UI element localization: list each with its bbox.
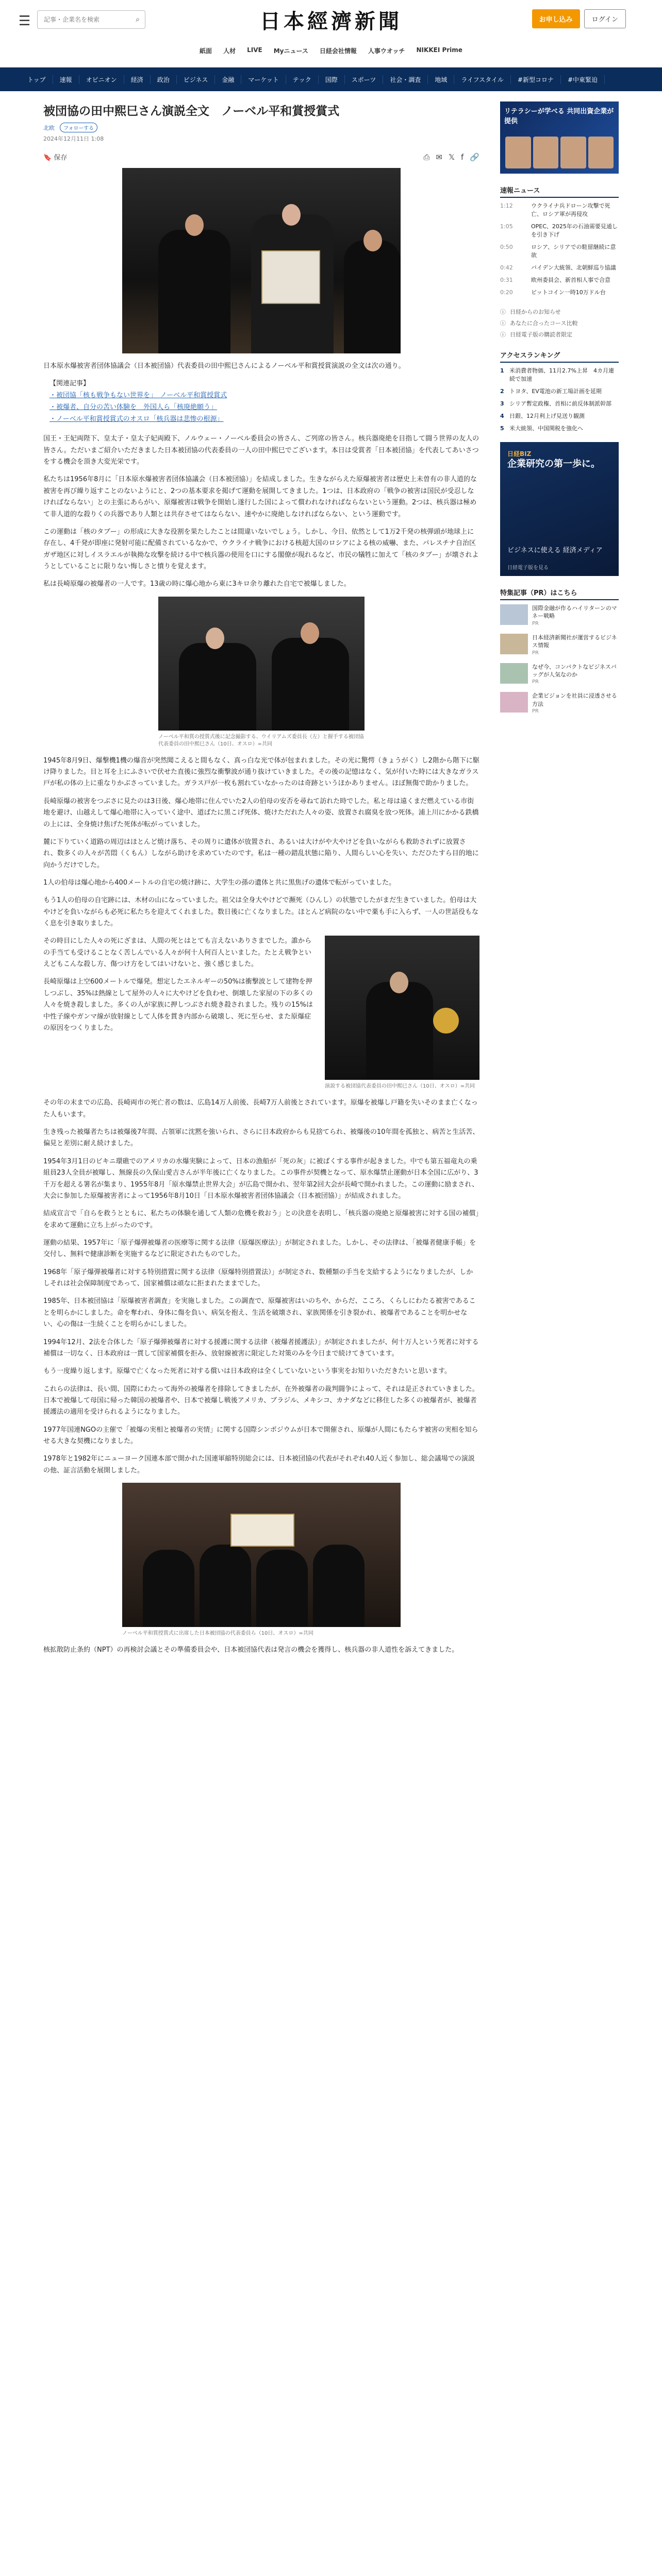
- photo-caption: ノーベル平和賞の授賞式後に記念撮影する、ウイリアムズ委員長（左）と握手する被団協代表委員の田中熙巳さん（10日、オスロ）=共同: [158, 734, 364, 747]
- link-icon[interactable]: 🔗: [470, 152, 479, 162]
- pr-thumbnail: [500, 634, 528, 654]
- follow-button[interactable]: フォローする: [60, 123, 97, 132]
- info-icon: ⓘ: [500, 309, 506, 316]
- info-icon: ⓘ: [500, 331, 506, 338]
- paragraph: 1968年「原子爆弾被爆者に対する特別措置に関する法律（原爆特別措置法）」が制定され、数種類の手当を支給するようになりましたが、しかしそれは社会保障制度であって、国家補償は頑なに拒まれたままでした。: [43, 1268, 473, 1288]
- nav-item[interactable]: オピニオン: [79, 75, 124, 84]
- notice-text: 日経からのお知らせ: [510, 309, 561, 316]
- flash-time: 1:05: [500, 223, 513, 230]
- rank-text: 米大統領、中国関税を強化へ: [509, 425, 583, 432]
- pr-title: 日本経済新聞社が運営するビジネス情報: [532, 634, 617, 649]
- paragraph: 生き残った被爆者たちは被爆後7年間、占領軍に沈黙を強いられ、さらに日本政府からも見捨てられ、被爆後の10年間を孤独と、病苦と生活苦、偏見と差別に耐え続けました。: [43, 1128, 479, 1148]
- related-heading: 【関連記事】: [49, 380, 90, 388]
- pr-sponsor: PR: [532, 679, 539, 685]
- nav-item[interactable]: スポーツ: [345, 75, 384, 84]
- rank-number: 1: [500, 367, 504, 375]
- rank-text: トヨタ、EV電池の新工場計画を延期: [509, 388, 602, 395]
- flash-news-heading: 速報ニュース: [500, 185, 619, 198]
- article-intro: 日本原水爆被害者団体協議会（日本被団協）代表委員の田中熙巳さんによるノーベル平和賞授賞演説の全文は次の通り。: [43, 362, 405, 370]
- nav-item[interactable]: 速報: [53, 75, 79, 84]
- site-logo[interactable]: 日本經濟新聞: [260, 9, 402, 33]
- paragraph: 結成宣言で「自らを救うとともに、私たちの体験を通して人類の危機を救おう」との決意を表明し、「核兵器の廃絶と原爆被害に対する国の補償」を求めて運動に立ち上がったのです。: [43, 1210, 479, 1229]
- ranking-item[interactable]: [500, 367, 619, 383]
- paragraph: これらの法律は、長い間、国際にわたって海外の被爆者を排除してきましたが、在外被爆者の裁判闘争によって、それは是正されていきました。日本で被爆して母国に帰った韓国の被爆者や、日本で被爆し戦後アメリカ、ブラジル、メキシコ、カナダなどに移住した多くの被爆者が、被爆者援護法の適用を受けられるようになりました。: [43, 1385, 479, 1416]
- pr-title: 国際金融が作るハイリターンのマネー戦略: [532, 605, 617, 620]
- rank-text: 米消費者物価、11月2.7%上昇 4カ月連続で加速: [509, 367, 614, 383]
- ad-title: リテラシーが学べる 共同出資企業が提供: [504, 108, 614, 125]
- x-share-icon[interactable]: 𝕏: [448, 152, 455, 162]
- pr-thumbnail: [500, 604, 528, 625]
- search-icon[interactable]: ⌕: [136, 15, 140, 24]
- flash-time: 0:50: [500, 243, 513, 250]
- rank-number: 5: [500, 425, 504, 432]
- subnav-item[interactable]: LIVE: [247, 46, 262, 54]
- paragraph: もう一度繰り返します。原爆で亡くなった死者に対する償いは日本政府は全くしていないという事実をお知りいただきたいと思います。: [43, 1367, 451, 1376]
- pr-item[interactable]: [500, 663, 619, 686]
- publish-date: 2024年12月11日 1:08: [43, 135, 104, 143]
- ad-headline: 企業研究の第一歩に。: [507, 459, 600, 470]
- nav-item[interactable]: ビジネス: [177, 75, 216, 84]
- subnav-item[interactable]: 日経会社情報: [319, 47, 357, 55]
- search-input[interactable]: [43, 15, 122, 24]
- nav-item[interactable]: 国際: [319, 75, 345, 84]
- flash-item[interactable]: [500, 276, 619, 284]
- flash-text: ウクライナ兵ドローン攻撃で死亡、ロシア軍が再侵攻: [531, 202, 610, 217]
- flash-text: バイデン大統領、北朝鮮巡り協議: [531, 264, 616, 271]
- ranking-item[interactable]: [500, 400, 619, 408]
- photo-caption: ノーベル平和賞授賞式に出席した日本被団協の代表委員ら（10日、オスロ）=共同: [122, 1631, 313, 1637]
- rank-number: 4: [500, 413, 504, 420]
- flash-text: OPEC、2025年の石油需要見通しを引き下げ: [531, 223, 618, 238]
- related-link[interactable]: ・被爆者、自分の苦い体験を 外国人ら「核廃絶願う」: [49, 403, 218, 411]
- flash-text: ビットコイン一時10万ドル台: [531, 289, 606, 296]
- paragraph: もう1人の伯母の自宅跡には、木材の山になっていました。祖父は全身大やけどで瀕死（ひんし）の状態でしたがまだ生きていました。伯母は大やけどを負いながらも必死に私たちを迎えてくれました。数日後に亡くなりました。ほとんど病院のない中で薬も手に入らず、一人の世話役もなく息を引き取りました。: [43, 896, 478, 928]
- related-articles: [43, 378, 479, 425]
- subnav-item[interactable]: 人事ウオッチ: [368, 47, 405, 55]
- pr-heading: 特集記事（PR）はこちら: [500, 587, 619, 600]
- nav-item[interactable]: #新型コロナ: [511, 75, 561, 84]
- pr-item[interactable]: [500, 634, 619, 657]
- paragraph: 核拡散防止条約（NPT）の再検討会議とその準備委員会や、日本被団協代表は発言の機会を獲得し、核兵器の非人道性を訴えてきました。: [43, 1646, 459, 1654]
- gift-icon[interactable]: ✉: [436, 152, 442, 162]
- subnav-item[interactable]: 紙面: [200, 47, 212, 55]
- ranking-heading: アクセスランキング: [500, 350, 619, 363]
- article-title: 被団協の田中熙巳さん演説全文 ノーベル平和賞授賞式: [43, 105, 340, 118]
- flash-news: [500, 185, 619, 296]
- pr-title: なぜ今、コンパクトなビジネスバッグが人気なのか: [532, 663, 617, 679]
- topic-tag[interactable]: 北欧: [43, 124, 55, 131]
- save-label: 保存: [54, 154, 68, 162]
- flash-item[interactable]: [500, 243, 619, 260]
- paragraph: 1人の伯母は爆心地から400メートルの自宅の焼け跡に、大学生の孫の遺体と共に黒焦げの遺体で転がっていました。: [43, 878, 396, 887]
- access-ranking: [500, 350, 619, 433]
- subnav-item[interactable]: NIKKEI Prime: [416, 46, 462, 54]
- main-navigation: [0, 67, 662, 91]
- search-box[interactable]: [37, 10, 145, 29]
- pr-title: 企業ビジョンを社員に浸透させる方法: [532, 692, 617, 707]
- paragraph: 1954年3月1日のビキニ環礁でのアメリカの水爆実験によって、日本の漁船が「死の灰」に被ばくする事件が起きました。中でも第五福竜丸の乗組員23人全員が被曝し、無線長の久保山愛吉さんが半年後に亡くなりました。この事件が契機となって、原水爆禁止運動が日本全国に広がり、3千万を超える署名が集まり、1955年8月「原水爆禁止世界大会」が広島で開かれ、翌年第2回大会が長崎で開かれました。この運動に励まされ、大会に参加した原爆被害者によって1956年8月10日「日本原水爆被害者団体協議会（日本被団協）」が結成されました。: [43, 1157, 479, 1200]
- nav-item[interactable]: 地域: [428, 75, 454, 84]
- rank-number: 3: [500, 400, 504, 408]
- ad-brand: 日経BIZ: [507, 450, 532, 458]
- paragraph: 私たちは1956年8月に「日本原水爆被害者団体協議会（日本被団協）」を結成しました。生きながらえた原爆被害者は歴史上未曽有の非人道的な被害を再び繰り返すことのないようにと、2つの基本要求を掲げて運動を展開してきました。1つは、日本政府の「戦争の被害は国民が受忍しなければならない」との主張にあらがい、原爆被害は戦争を開始し遂行した国によって償われなければならないという運動。2つは、核兵器は極めて非人道的な殺りくの兵器であり人類とは共存させてはならない、速やかに廃絶しなければならない、という運動です。: [43, 476, 477, 518]
- article-photo-3: [325, 936, 479, 1080]
- article-photo-2: [158, 597, 365, 731]
- save-button[interactable]: [43, 152, 67, 162]
- print-icon[interactable]: ⎙: [423, 152, 430, 162]
- subnav-item[interactable]: 人材: [223, 47, 236, 55]
- paragraph: 1978年と1982年にニューヨーク国連本部で開かれた国連軍縮特別総会には、日本被団協の代表がそれぞれ40人近く参加し、総会議場での演説の他、証言活動を展開しました。: [43, 1455, 475, 1475]
- login-button[interactable]: ログイン: [584, 9, 626, 28]
- pr-sponsor: PR: [532, 650, 539, 656]
- paragraph: 1945年8月9日、爆撃機1機の爆音が突然聞こえると間もなく、真っ白な光で体が包まれました。その光に驚愕（きょうがく）し2階から階下に駆け降りました。目と耳を上にふさいで伏せた直後に強烈な衝撃波が通り抜けていきました。その後の記憶はなく、気が付いた時には大きなガラス戸が私の体の上に重なりかぶさっていました。ガラス戸が一枚も割れていなかったのは奇跡というほかありません。ほぼ無傷で助かりました。: [43, 756, 479, 788]
- paragraph: 麓に下りていく道路の周辺はほとんど焼け落ち、その周りに遺体が放置され、あるいは大けがや大やけどを負いながらも救助されずに放置され、数多くの人々が苦悶（くもん）しながら助けを求めていたのです。私は一種の錯乱状態に陥り、人間らしい心を失い、ただひたすら目的地に向かうだけでした。: [43, 838, 479, 869]
- sidebar: [500, 101, 619, 1662]
- ranking-item[interactable]: [500, 412, 619, 420]
- subnav-item[interactable]: Myニュース: [273, 47, 308, 55]
- paragraph: この運動は「核のタブー」の形成に大きな役割を果たしたことは間違いないでしょう。しかし、今日、依然として1万2千発の核弾頭が地球上に存在し、4千発が即座に発射可能に配備されているなかで、ウクライナ戦争における核超大国のロシアによる核の威嚇、また、パレスチナ自治区ガザ地区に対しイスラエルが執拗な攻撃を続ける中で核兵器の使用を口にする閣僚が現れるなど、市民の犠牲に加えて「核のタブー」が壊されようとしていることに限りない悔しさと憤りを覚えます。: [43, 528, 479, 570]
- subscribe-button[interactable]: お申し込み: [532, 9, 580, 28]
- pr-thumbnail: [500, 692, 528, 713]
- paragraph: その年の末までの広島、長崎両市の死亡者の数は、広島14万人前後、長崎7万人前後とされています。原爆を被爆し戸籍を失いそのまま亡くなった人もいます。: [43, 1099, 478, 1118]
- nav-item[interactable]: ライフスタイル: [454, 75, 511, 84]
- notice-item[interactable]: [500, 319, 619, 327]
- nav-item[interactable]: テック: [286, 75, 319, 84]
- sub-navigation: [0, 46, 662, 55]
- flash-time: 0:20: [500, 289, 513, 296]
- flash-text: ロシア、シリアでの駐留継続に意欲: [531, 243, 616, 259]
- flash-text: 欧州委員会、新首相人事で合意: [531, 276, 610, 283]
- pr-thumbnail: [500, 663, 528, 684]
- paragraph: 国王・王妃両陛下、皇太子・皇太子妃両殿下、ノルウェー・ノーベル委員会の皆さん、ご列席の皆さん。核兵器廃絶を目指して闘う世界の友人の皆さん。ただいまご紹介いただきました日本被団協の代表委員の一人の田中熙巳でございます。本日は受賞者「日本被団協」を代表してあいさつをする機会を頂き大変光栄です。: [43, 435, 479, 466]
- pr-sponsor: PR: [532, 708, 539, 715]
- nav-item[interactable]: #中東緊迫: [561, 75, 605, 84]
- paragraph: 1977年国連NGOの主催で「被爆の実相と被爆者の実情」に関する国際シンポジウムが日本で開催され、原爆が人間にもたらす被害の実相を知らせる大きな契機になりました。: [43, 1426, 478, 1446]
- notice-text: 日経電子版の購読者限定: [510, 331, 572, 338]
- paragraph: 運動の結果、1957年に「原子爆弾被爆者の医療等に関する法律（原爆医療法）」が制定されました。しかし、その法律は、「被爆者健康手帳」を交付し、無料で健康診断を実施するなどに限定されたものでした。: [43, 1239, 476, 1259]
- rank-text: シリア暫定政権、首相に前反体制派幹部: [509, 400, 611, 408]
- related-link[interactable]: ・ノーベル平和賞授賞式のオスロ「核兵器は悲惨の根源」: [49, 415, 224, 423]
- paragraph: 1994年12月、2法を合体した「原子爆弾被爆者に対する援護に関する法律（被爆者援護法）」が制定されましたが、何十万人という死者に対する補償は一切なく、日本政府は一貫して国家補償を拒み、放射線被害に限定した対策のみを今日まで続けてきています。: [43, 1338, 479, 1358]
- article-photo-4: [122, 1483, 401, 1627]
- sidebar-banner-ad[interactable]: [500, 442, 619, 576]
- paragraph: 1985年、日本被団協は「原爆被害者調査」を実施しました。この調査で、原爆被害はいのちや、からだ、こころ、くらしにわたる被害であることを明らかにしました。命を奪われ、身体に傷を負い、病気を抱え、生活を破壊され、家族関係を引き裂かれ、被爆者であることを明かせない、心の傷は一生続くことを明らかにしました。: [43, 1297, 476, 1329]
- notice-item[interactable]: [500, 330, 619, 338]
- bookmark-icon: 🔖: [43, 154, 52, 162]
- pr-item[interactable]: [500, 692, 619, 715]
- notice-text: あなたに合ったコース比較: [510, 320, 578, 327]
- info-icon: ⓘ: [500, 320, 506, 327]
- menu-icon[interactable]: ☰: [19, 13, 31, 29]
- photo-caption: 演説する被団協代表委員の田中熙巳さん（10日、オスロ）=共同: [325, 1083, 475, 1090]
- flash-time: 0:42: [500, 264, 513, 271]
- site-header: [0, 0, 662, 67]
- notices: [500, 308, 619, 338]
- paragraph: 長崎原爆は上空600メートルで爆発。想定したエネルギーの50%は衝撃波として建物を押しつぶし、35%は熱線として屋外の人々に大やけどを負わせ、倒壊した家屋の下の多くの人々を焼き殺しました。多くの人が家族に押しつぶされ焼き殺されました。残りの15%は中性子線やガンマ線が放射線として人体を貫き内部から破壊し、死に至らせ、また原爆症の原因をつくりました。: [43, 978, 313, 1032]
- related-link[interactable]: ・被団協「核も戦争もない世界を」 ノーベル平和賞授賞式: [49, 392, 227, 400]
- facebook-icon[interactable]: f: [461, 152, 464, 162]
- rank-number: 2: [500, 388, 504, 395]
- flash-time: 0:31: [500, 276, 513, 283]
- flash-item[interactable]: [500, 202, 619, 218]
- ranking-item[interactable]: [500, 387, 619, 396]
- notice-item[interactable]: [500, 308, 619, 316]
- ad-body: ビジネスに使える 経済メディア: [507, 546, 603, 554]
- paragraph: その時目にした人々の死にざまは、人間の死とはとても言えないありさまでした。誰からの手当ても受けることなく苦しんでいる人々が何十人何百人といました。たとえ戦争といえどもこんな殺し方、傷つけ方をしてはいけないと、強く感じました。: [43, 937, 312, 969]
- ranking-item[interactable]: [500, 425, 619, 433]
- flash-item[interactable]: [500, 264, 619, 272]
- rank-text: 日銀、12月利上げ見送り観測: [509, 413, 585, 420]
- article-photo-main: [122, 168, 401, 353]
- nav-item[interactable]: トップ: [21, 75, 53, 84]
- nav-item[interactable]: 経済: [124, 75, 151, 84]
- article: [43, 101, 479, 1662]
- ad-cta: 日経電子版を見る: [507, 565, 549, 571]
- nav-item[interactable]: 社会・調査: [383, 75, 428, 84]
- nav-item[interactable]: 政治: [151, 75, 177, 84]
- nav-item[interactable]: マーケット: [241, 75, 286, 84]
- pr-sponsor: PR: [532, 620, 539, 626]
- pr-item[interactable]: [500, 604, 619, 628]
- paragraph: 長崎原爆の被害をつぶさに見たのは3日後、爆心地帯に住んでいた2人の伯母の安否を尋ねて訪れた時でした。私と母は遠くまだ燃えている市街地を避け、山越えして爆心地帯に入っていく途中、道ばたに黒こげ死体、焼けただれた人々の姿、放置され腐臭を放つ死体。浦上川にかかる鉄橋の上には、全身焼け焦げた死体が転がっていました。: [43, 797, 479, 828]
- share-bar: [43, 152, 479, 162]
- sidebar-ad[interactable]: [500, 101, 619, 174]
- flash-item[interactable]: [500, 223, 619, 239]
- paragraph: 私は長崎原爆の被爆者の一人です。13歳の時に爆心地から東に3キロ余り離れた自宅で被爆しました。: [43, 580, 351, 588]
- flash-item[interactable]: [500, 289, 619, 297]
- nav-item[interactable]: 金融: [215, 75, 241, 84]
- flash-time: 1:12: [500, 202, 513, 209]
- pr-section: [500, 587, 619, 715]
